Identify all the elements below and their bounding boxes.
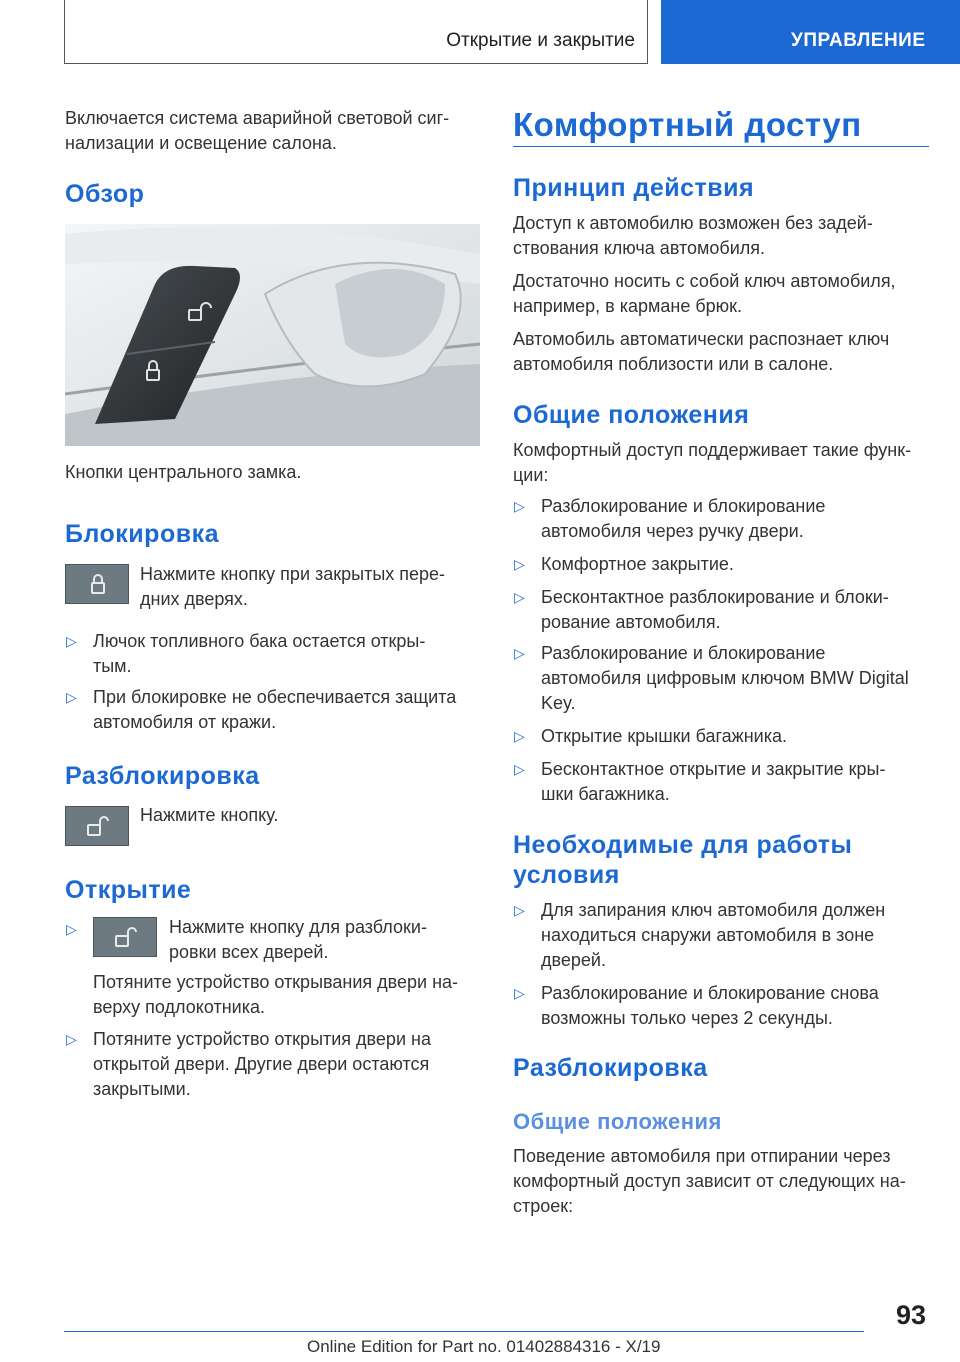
unlock-icon [84,815,112,839]
bullet-icon: ▷ [66,921,77,937]
unlock-p-line-2: комфортный доступ зависит от следующих на- [513,1171,906,1191]
lock-icon [84,573,112,597]
bullet-icon: ▷ [514,761,525,777]
principle-p1-line-1: Доступ к автомобилю возможен без задей- [513,213,873,233]
lock-bullet-1-line-1: Лючок топливного бака остается откры- [93,631,426,651]
conditions-heading-line-2: условия [513,861,620,889]
photo-caption: Кнопки центрального замка. [65,462,302,482]
unlock-subheading: Общие положения [513,1109,722,1134]
general-bullet-4-line-1: Разблокирование и блокирование [541,643,826,663]
unlock-p-line-3: строек: [513,1196,574,1216]
unlock-text: Нажмите кнопку. [140,805,279,825]
intro-line-1: Включается система аварийной световой сиг- [65,108,450,128]
general-heading: Общие положения [513,401,750,429]
comfort-access-title: Комфортный доступ [513,106,862,143]
principle-p2-line-1: Достаточно носить с собой ключ автомобиля, [513,271,896,291]
right-unlock-heading: Разблокировка [513,1054,708,1082]
bullet-icon: ▷ [514,556,525,572]
lock-bullet-1-line-2: тым. [93,656,132,676]
page-number: 93 [896,1300,927,1330]
general-bullet-3-line-1: Бесконтактное разблокирование и блоки- [541,587,889,607]
header-chapter-tab [661,0,960,64]
overview-heading: Обзор [65,180,145,208]
unlock-heading: Разблокировка [65,762,260,790]
general-p-line-2: ции: [513,465,549,485]
bullet-icon: ▷ [514,728,525,744]
header-section-box [64,0,648,64]
bullet-icon: ▷ [514,985,525,1001]
principle-p3-line-1: Автомобиль автоматически распознает ключ [513,329,890,349]
open-bullet-1-line-2: ровки всех дверей. [169,942,329,962]
open-bullet-2-line-1: Потяните устройство открытия двери на [93,1029,431,1049]
unlock-icon [112,926,140,950]
lock-bullet-2-line-1: При блокировке не обеспечивается защита [93,687,457,707]
bullet-icon: ▷ [514,645,525,661]
principle-p1-line-2: ствования ключа автомобиля. [513,238,766,258]
principle-p3-line-2: автомобиля поблизости или в салоне. [513,354,834,374]
lock-heading: Блокировка [65,520,219,548]
general-bullet-1-line-2: автомобиля через ручку двери. [541,521,804,541]
lock-button-image [65,564,129,604]
lock-text-2: дних дверях. [140,589,248,609]
title-rule [513,146,929,147]
unlock-button-image [65,806,129,846]
general-bullet-3-line-2: рование автомобиля. [541,612,721,632]
principle-heading: Принцип действия [513,174,755,202]
central-lock-buttons-photo [65,224,480,446]
conditions-bullet-1-line-1: Для запирания ключ автомобиля должен [541,900,886,920]
conditions-bullet-2-line-2: возможны только через 2 секунды. [541,1008,833,1028]
bullet-icon: ▷ [514,902,525,918]
open-bullet-2-line-2: открытой двери. Другие двери остаются [93,1054,430,1074]
bullet-icon: ▷ [66,689,77,705]
footer-rule [64,1331,864,1332]
door-panel-illustration [65,224,480,446]
bullet-icon: ▷ [66,1031,77,1047]
intro-line-2: нализации и освещение салона. [65,133,337,153]
bullet-icon: ▷ [514,589,525,605]
open-heading: Открытие [65,876,192,904]
conditions-bullet-1-line-2: находиться снаружи автомобиля в зоне [541,925,875,945]
open-bullet-1-line-1: Нажмите кнопку для разблоки- [169,917,427,937]
open-bullet-2-line-3: закрытыми. [93,1079,191,1099]
general-bullet-6-line-1: Бесконтактное открытие и закрытие кры- [541,759,886,779]
footer-edition: Online Edition for Part no. 01402884316 - X/19 [307,1337,661,1356]
open-bullet-1-line-4: верху подлокотника. [93,997,265,1017]
conditions-bullet-1-line-3: дверей. [541,950,606,970]
unlock-p-line-1: Поведение автомобиля при отпирании через [513,1146,891,1166]
lock-bullet-2-line-2: автомобиля от кражи. [93,712,277,732]
general-p-line-1: Комфортный доступ поддерживает такие функ- [513,440,912,460]
general-bullet-5-line-1: Открытие крышки багажника. [541,726,787,746]
open-bullet-1-line-3: Потяните устройство открывания двери на- [93,972,459,992]
general-bullet-4-line-3: Key. [541,693,576,713]
general-bullet-1-line-1: Разблокирование и блокирование [541,496,826,516]
header-chapter-title: УПРАВЛЕНИЕ [791,30,926,51]
principle-p2-line-2: например, в кармане брюк. [513,296,743,316]
unlock-button-image [93,917,157,957]
conditions-heading-line-1: Необходимые для работы [513,831,853,859]
general-bullet-2-line-1: Комфортное закрытие. [541,554,734,574]
general-bullet-4-line-2: автомобиля цифровым ключом BMW Digital [541,668,909,688]
bullet-icon: ▷ [66,633,77,649]
bullet-icon: ▷ [514,498,525,514]
general-bullet-6-line-2: шки багажника. [541,784,670,804]
conditions-bullet-2-line-1: Разблокирование и блокирование снова [541,983,879,1003]
header-section-title: Открытие и закрытие [446,30,635,51]
lock-text-1: Нажмите кнопку при закрытых пере- [140,564,446,584]
